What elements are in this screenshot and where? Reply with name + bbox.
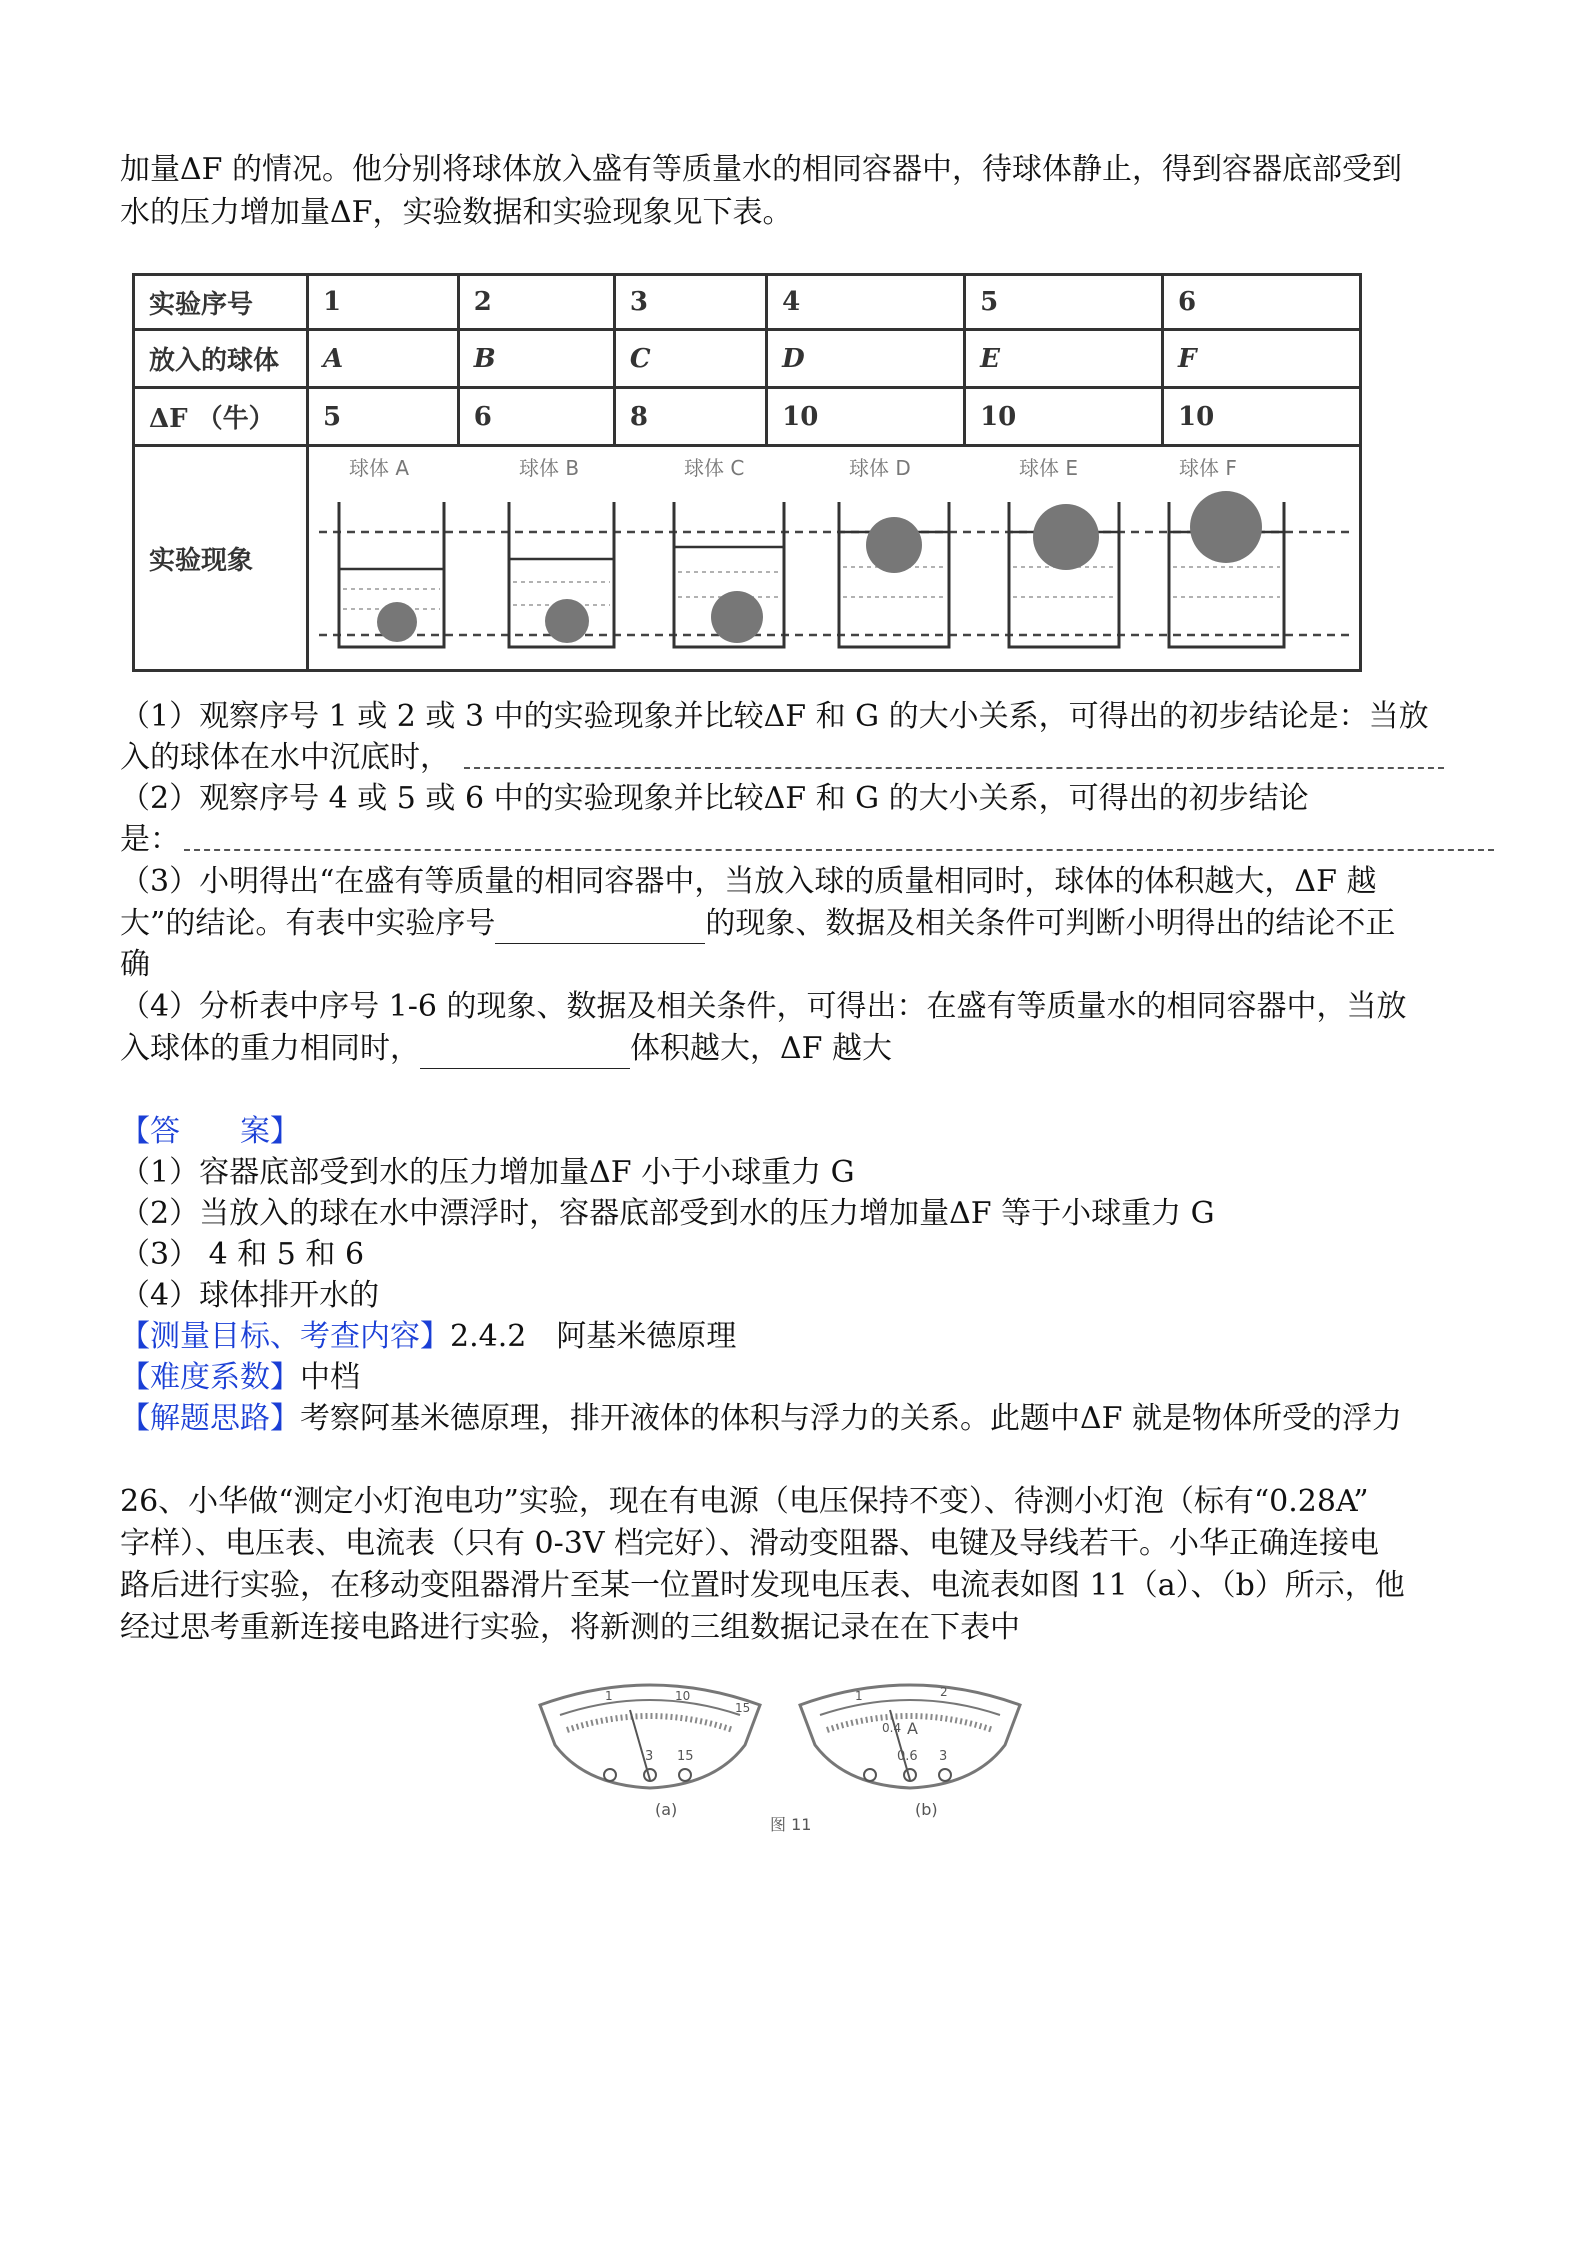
answer-3: （3） 4 和 5 和 6 <box>120 1237 365 1272</box>
intro-line-1: 加量ΔF 的情况。他分别将球体放入盛有等质量水的相同容器中，待球体静止，得到容器底部受到 <box>120 152 1403 187</box>
serial-cell: 4 <box>767 275 965 330</box>
meter-b-tick: 0.4 <box>882 1721 902 1735</box>
meter-b-label: (b) <box>915 1800 938 1819</box>
question-4-text-pre: 入球体的重力相同时， <box>120 1031 420 1066</box>
delta-f-cell: 10 <box>767 388 965 446</box>
ball-cell: B <box>458 330 614 388</box>
figure-11 <box>525 1670 1205 1844</box>
delta-f-cell: 5 <box>308 388 459 446</box>
ball-b <box>545 599 589 643</box>
answer-blank-3 <box>495 913 705 944</box>
terminal-icon <box>679 1769 691 1781</box>
difficulty-row <box>120 1358 360 1398</box>
beaker <box>1009 502 1119 647</box>
meter-b-tick: 2 <box>940 1685 948 1699</box>
ammeter <box>800 1685 1020 1819</box>
question-1-line-2 <box>120 738 1444 778</box>
meter-a-tick: 1 <box>605 1689 613 1703</box>
question-2-line-1: （2）观察序号 4 或 5 或 6 中的实验现象并比较ΔF 和 G 的大小关系，可得出的初步结论 <box>120 781 1309 816</box>
delta-f-cell: 6 <box>458 388 614 446</box>
meter-b-tick: 1 <box>855 1689 863 1703</box>
beakers-illustration <box>309 447 1359 669</box>
row-label-ball: 放入的球体 <box>134 330 308 388</box>
answer-blank-4 <box>420 1038 630 1069</box>
answer-heading: 【答 案】 <box>120 1114 300 1149</box>
delta-f-cell: 8 <box>614 388 766 446</box>
ball-caption: 球体 F <box>1179 456 1237 480</box>
meter-b-terminal-label: 3 <box>939 1749 948 1764</box>
meters-illustration <box>525 1670 1205 1840</box>
figure-caption: 图 11 <box>770 1815 812 1834</box>
row-label-phenomenon: 实验现象 <box>134 446 308 671</box>
question-4-line-2 <box>120 1029 892 1069</box>
difficulty-label: 【难度系数】 <box>120 1360 300 1395</box>
idea-label: 【解题思路】 <box>120 1401 300 1436</box>
ball-caption: 球体 E <box>1019 456 1078 480</box>
ball-cell: F <box>1163 330 1361 388</box>
answer-blank-2 <box>184 831 1494 851</box>
voltmeter <box>540 1685 760 1819</box>
ball-e <box>1033 504 1099 570</box>
serial-cell: 3 <box>614 275 766 330</box>
answer-1: （1）容器底部受到水的压力增加量ΔF 小于小球重力 G <box>120 1155 855 1190</box>
serial-cell: 1 <box>308 275 459 330</box>
delta-f-cell: 10 <box>965 388 1163 446</box>
answer-blank-1 <box>464 749 1444 769</box>
question-3-text-pre: 大”的结论。有表中实验序号 <box>120 906 496 941</box>
idea-value: 考察阿基米德原理，排开液体的体积与浮力的关系。此题中ΔF 就是物体所受的浮力 <box>300 1401 1403 1436</box>
terminal-icon <box>604 1769 616 1781</box>
ball-caption: 球体 D <box>849 456 911 480</box>
question-3-line-1: （3）小明得出“在盛有等质量的相同容器中，当放入球的质量相同时，球体的体积越大，ΔF 越 <box>120 864 1377 899</box>
ball-caption: 球体 C <box>684 456 745 480</box>
experiment-table <box>132 273 1362 668</box>
serial-cell: 5 <box>965 275 1163 330</box>
question-4-text-post: 体积越大，ΔF 越大 <box>630 1031 893 1066</box>
ball-d <box>866 517 922 573</box>
ball-a <box>377 602 417 642</box>
question-3-line-2 <box>120 904 1395 944</box>
idea-row <box>120 1399 1402 1439</box>
question-2-line-2 <box>120 820 1494 860</box>
terminal-icon <box>939 1769 951 1781</box>
ball-caption: 球体 B <box>519 456 580 480</box>
meter-a-tick: 15 <box>735 1701 751 1715</box>
answer-4: （4）球体排开水的 <box>120 1278 380 1313</box>
target-label: 【测量目标、考查内容】 <box>120 1319 450 1354</box>
serial-cell: 2 <box>458 275 614 330</box>
row-label-serial: 实验序号 <box>134 275 308 330</box>
ball-cell: A <box>308 330 459 388</box>
beaker <box>339 502 444 647</box>
q26-line-1: 26、小华做“测定小灯泡电功”实验，现在有电源（电压保持不变）、待测小灯泡（标有“0.28A” <box>120 1484 1369 1519</box>
ball-f <box>1190 491 1262 563</box>
question-3-line-3: 确 <box>120 947 150 982</box>
terminal-icon <box>864 1769 876 1781</box>
delta-f-cell: 10 <box>1163 388 1361 446</box>
beaker <box>674 502 784 647</box>
ball-cell: E <box>965 330 1163 388</box>
row-label-delta-f: ΔF （牛） <box>134 388 308 446</box>
answer-2: （2）当放入的球在水中漂浮时，容器底部受到水的压力增加量ΔF 等于小球重力 G <box>120 1196 1215 1231</box>
difficulty-value: 中档 <box>300 1360 360 1395</box>
meter-a-terminal-label: 15 <box>677 1749 694 1764</box>
meter-b-unit: A <box>907 1719 918 1738</box>
beaker <box>509 502 614 647</box>
phenomenon-cell <box>308 446 1361 671</box>
q26-line-2: 字样）、电压表、电流表（只有 0-3V 档完好）、滑动变阻器、电键及导线若干。小华正确连接电 <box>120 1526 1380 1561</box>
beaker <box>839 502 949 647</box>
target-row <box>120 1317 736 1357</box>
target-value: 2.4.2 阿基米德原理 <box>450 1319 737 1354</box>
ball-cell: C <box>614 330 766 388</box>
question-4-line-1: （4）分析表中序号 1-6 的现象、数据及相关条件，可得出：在盛有等质量水的相同容器中，当放 <box>120 989 1407 1024</box>
meter-a-terminal-label: 3 <box>645 1749 654 1764</box>
question-1-line-1: （1）观察序号 1 或 2 或 3 中的实验现象并比较ΔF 和 G 的大小关系，可得出的初步结论是：当放 <box>120 699 1429 734</box>
q26-line-4: 经过思考重新连接电路进行实验，将新测的三组数据记录在在下表中 <box>120 1610 1020 1645</box>
meter-b-terminal-label: 0.6 <box>897 1749 918 1764</box>
serial-cell: 6 <box>1163 275 1361 330</box>
ball-caption: 球体 A <box>349 456 410 480</box>
question-2-text: 是： <box>120 822 180 857</box>
ball-cell: D <box>767 330 965 388</box>
beaker <box>1169 491 1284 647</box>
ball-c <box>711 591 763 643</box>
question-3-text-post: 的现象、数据及相关条件可判断小明得出的结论不正 <box>705 906 1396 941</box>
intro-line-2: 水的压力增加量ΔF，实验数据和实验现象见下表。 <box>120 195 793 230</box>
meter-a-label: (a) <box>655 1800 678 1819</box>
q26-line-3: 路后进行实验，在移动变阻器滑片至某一位置时发现电压表、电流表如图 11（a）、（b）所示，他 <box>120 1568 1405 1603</box>
question-1-text: 入的球体在水中沉底时， <box>120 740 450 775</box>
meter-a-tick: 10 <box>675 1689 691 1703</box>
